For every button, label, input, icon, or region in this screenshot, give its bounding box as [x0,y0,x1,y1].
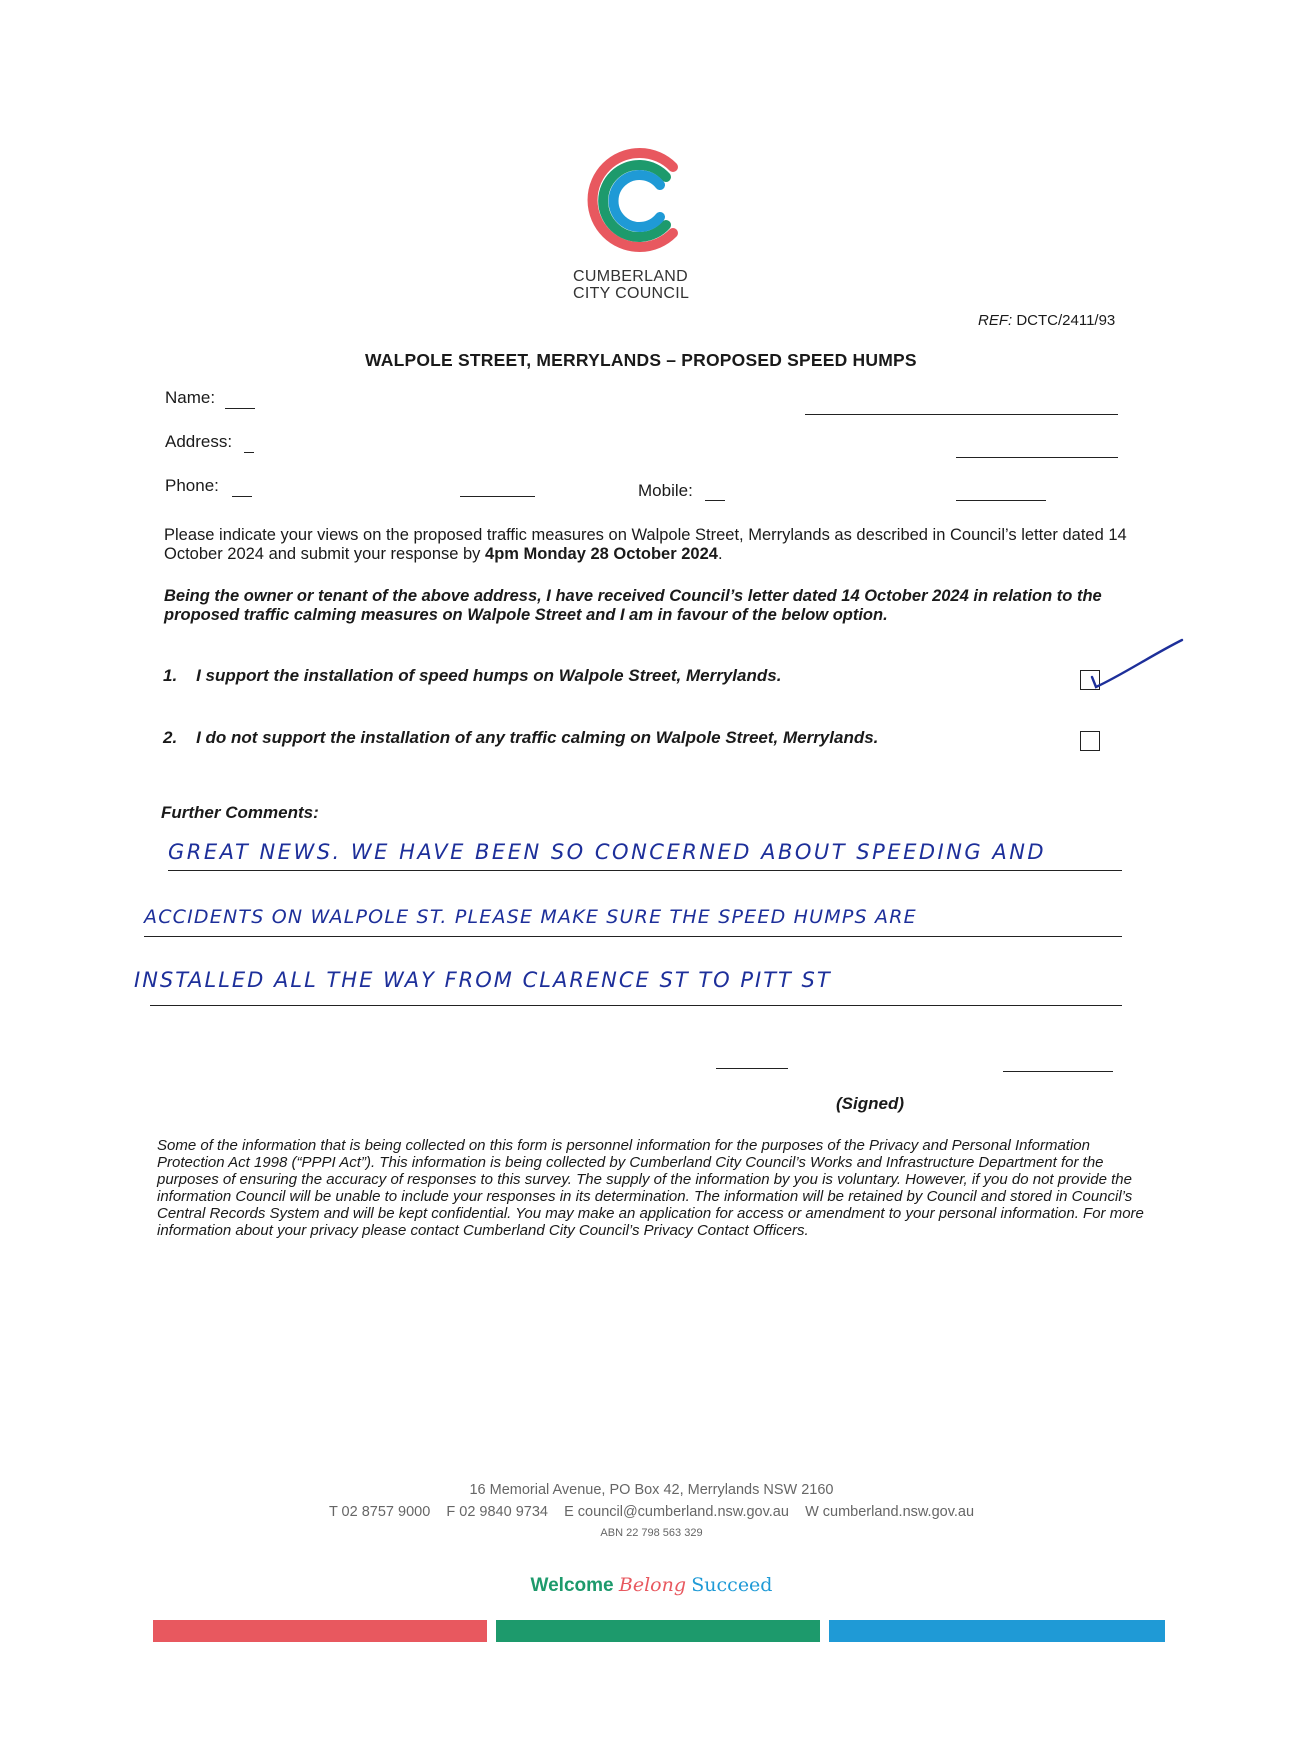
ref-value: DCTC/2411/93 [1016,312,1116,329]
comments-label: Further Comments: [161,803,319,822]
option-1 [163,666,781,686]
signature-line-right[interactable] [1003,1071,1113,1072]
intro-paragraph [164,526,1150,564]
logo-text [573,268,689,302]
option-2 [163,728,878,748]
name-label: Name: [165,388,216,407]
footer-fax: F 02 9840 9734 [446,1504,548,1520]
option-1-number: 1. [163,666,178,685]
mobile-field-line-right[interactable] [956,500,1046,501]
mobile-field-line[interactable] [705,500,725,501]
footer-email[interactable]: E council@cumberland.nsw.gov.au [564,1504,789,1520]
footer-contacts [0,1504,1303,1520]
footer-bar-blue [829,1620,1165,1642]
signed-label: (Signed) [836,1094,904,1113]
address-label: Address: [165,432,233,451]
address-field-line-right[interactable] [956,457,1118,458]
ref-label: REF: [978,312,1013,329]
footer-phone: T 02 8757 9000 [328,1504,431,1520]
signature-line-left[interactable] [716,1068,788,1069]
tagline-succeed: Succeed [691,1574,773,1596]
tagline [0,1574,1303,1597]
address-field-line[interactable] [244,452,254,453]
tagline-belong: Belong [618,1574,686,1596]
comment-line-3[interactable]: INSTALLED ALL THE WAY FROM CLARENCE ST TO PITT ST [134,968,832,992]
footer-bar-green [496,1620,820,1642]
mobile-label: Mobile: [638,481,693,500]
phone-label: Phone: [165,476,219,495]
tagline-welcome: Welcome [530,1575,614,1596]
comment-line-1[interactable]: GREAT NEWS. WE HAVE BEEN SO CONCERNED ABOUT SPEEDING AND [168,840,1047,864]
option-2-checkbox[interactable] [1080,731,1100,751]
council-logo-icon [578,145,688,255]
logo-line1: CUMBERLAND [573,268,689,285]
footer-web[interactable]: W cumberland.nsw.gov.au [805,1504,975,1520]
phone-field-line-right[interactable] [460,496,535,497]
footer-address: 16 Memorial Avenue, PO Box 42, Merrylands NSW 2160 [469,1482,834,1498]
comment-rule-1 [168,870,1122,871]
privacy-statement: Some of the information that is being collected on this form is personnel information for the purposes of the Privacy and Personal Information Protection Act 1998 (“PPPI Act”). This information is being collected by Cumberland City Council’s Works and Infrastructure Department for the purposes of ensuring the accuracy of responses to this survey. The supply of the information by you is voluntary. However, if you do not provide the information Council will be unable to include your responses in its determination. The information will be retained by Council and stored in Council’s Central Records System and will be kept confidential. You may make an application for access or amendment to your personal information. For more information about your privacy please contact Cumberland City Council’s Privacy Contact Officers. [157,1137,1144,1239]
footer-bar-red [153,1620,487,1642]
intro-end: . [717,545,723,563]
comment-line-2[interactable]: ACCIDENTS ON WALPOLE ST. PLEASE MAKE SURE THE SPEED HUMPS ARE [144,906,917,928]
checkmark-icon [1082,635,1187,695]
name-field-line-right[interactable] [805,414,1118,415]
comment-rule-2 [144,936,1122,937]
option-1-text: I support the installation of speed humps on Walpole Street, Merrylands. [196,666,782,685]
reference-number [978,312,1115,329]
deadline: 4pm Monday 28 October 2024 [485,545,718,563]
comment-rule-3 [150,1005,1122,1006]
option-2-number: 2. [163,728,178,747]
logo-line2: CITY COUNCIL [573,285,690,302]
option-2-text: I do not support the installation of any traffic calming on Walpole Street, Merrylands. [196,728,879,747]
declaration: Being the owner or tenant of the above address, I have received Council’s letter dated 14 October 2024 in relation to the proposed traffic calming measures on Walpole Street and I am in favour of the below option. [164,587,1102,624]
intro-text: Please indicate your views on the proposed traffic measures on Walpole Street, Merrylands as described in Council’s letter dated 14 October 2024 and submit your response by [164,526,1127,563]
page-title: WALPOLE STREET, MERRYLANDS – PROPOSED SPEED HUMPS [365,350,917,370]
phone-field-line[interactable] [232,496,252,497]
name-field-line[interactable] [225,408,255,409]
footer-abn: ABN 22 798 563 329 [600,1527,703,1539]
